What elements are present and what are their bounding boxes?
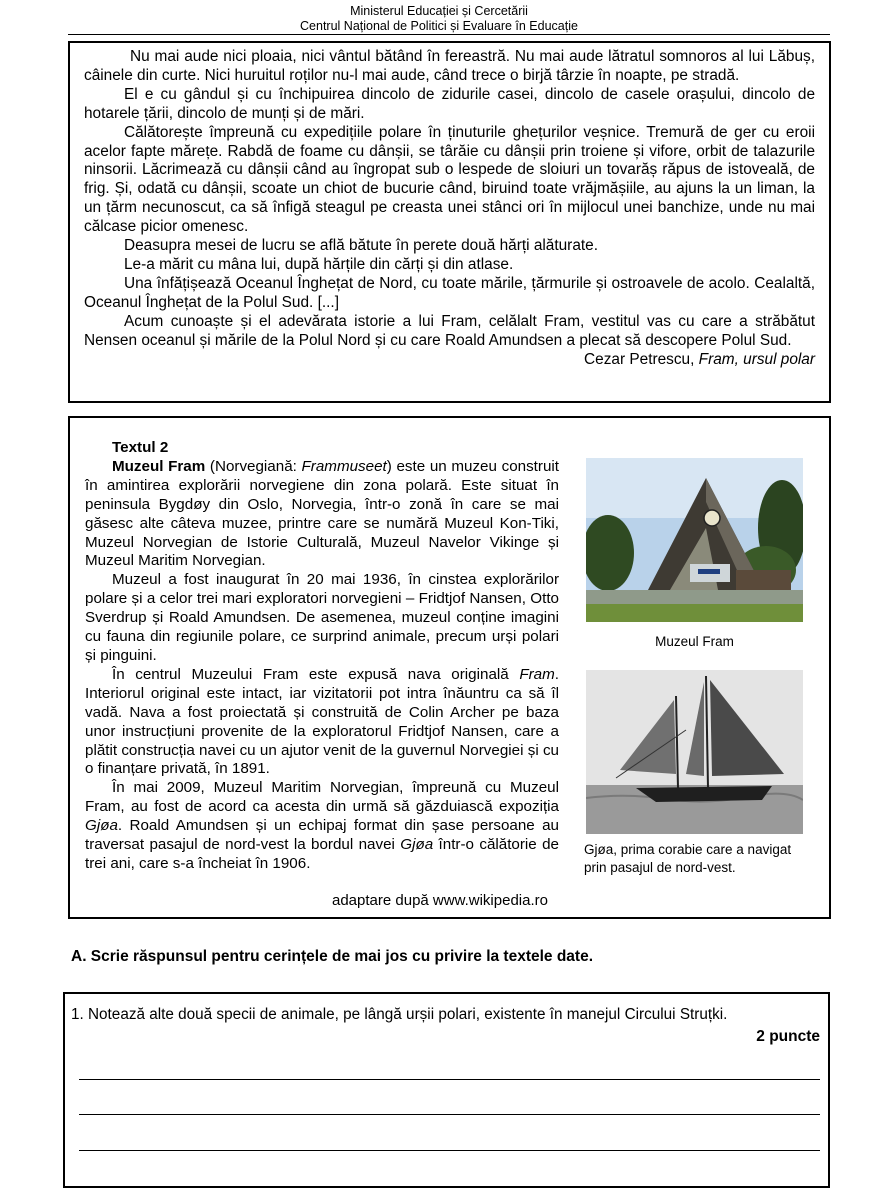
answer-line[interactable] bbox=[79, 1114, 820, 1115]
text1-paragraph: Una înfățișează Oceanul Înghețat de Nord, cu toate mările, țărmurile și ostroavele de acolo. Cealaltă, Oceanul Înghețat de la Polul Sud. [...] bbox=[84, 274, 815, 311]
text1-paragraph: Nu mai aude nici ploaia, nici vântul bătând în fereastră. Nu mai aude lătratul somnoros al lui Lăbuș, câinele din curte. Nici huruitul roților nu-l mai aude, când trece o birjă târzie în noapte, pe stradă. bbox=[84, 48, 815, 84]
text1-author: Cezar Petrescu, bbox=[584, 350, 695, 368]
text1-paragraph: El e cu gândul și cu închipuirea dincolo de zidurile casei, dincolo de casele orașului, dincolo de hotarele țării, dincolo de munți și de mări. bbox=[84, 85, 815, 122]
text1-paragraph: Deasupra mesei de lucru se află bătute în perete două hărți alăturate. bbox=[124, 237, 598, 255]
ministry-name: Ministerul Educației și Cercetării bbox=[350, 4, 528, 18]
text1-paragraph: Acum cunoaște și el adevărata istorie a lui Fram, celălalt Fram, vestitul vas cu care a străbătut Nensen oceanul și mările de la Polul Nord și cu care Roald Amundsen a plecat să descopere Polul Sud. bbox=[84, 312, 815, 349]
text1-work: Fram, ursul polar bbox=[698, 350, 815, 368]
fram-museum-caption: Muzeul Fram bbox=[655, 634, 734, 649]
text1-box bbox=[68, 41, 831, 403]
question-1-box bbox=[63, 992, 830, 1188]
text1-attribution bbox=[84, 351, 815, 370]
text2-title: Textul 2 bbox=[112, 439, 169, 456]
text2-source: adaptare după www.wikipedia.ro bbox=[332, 892, 548, 909]
question-1-text: 1. Notează alte două specii de animale, pe lângă urșii polari, existente în manejul Circului Struțki. bbox=[71, 1006, 728, 1023]
section-a-heading: A. Scrie răspunsul pentru cerințele de mai jos cu privire la textele date. bbox=[71, 948, 594, 965]
gjoa-ship-photo bbox=[586, 670, 803, 834]
text1-paragraph: Călătorește împreună cu expedițiile polare în ținuturile ghețurilor veșnice. Tremură de ger cu eroii acelor fapte mărețe. Rabdă de foame cu dânșii, se târăie cu dânșii prin troiene și vifore, orbit de talazurile ninsorii. Lăcrimează cu dânșii când au îngropat sub o lespede de sloiuri un tovarăș răpus de istoveală, de frig. Și, odată cu dânșii, scoate un chiot de bucurie când, biruind toate vrăjmășiile, au ajuns la un liman, la un țărm necunoscut, ca să înfigă steagul pe creasta unei stânci ori în mijlocul unei banchize, unde nu mai călcase picior omenesc. bbox=[84, 123, 815, 236]
text2-box bbox=[68, 416, 831, 919]
header-divider bbox=[68, 34, 830, 35]
text2-paragraph: Muzeul a fost inaugurat în 20 mai 1936, în cinstea explorărilor polare și a celor trei mari exploratori norvegieni – Fridtjof Nansen, Otto Sverdrup și Roald Amundsen. De asemenea, muzeul conține imagini cu fauna din regiunile polare, ce surprind animale, precum urși polari și pinguini. bbox=[85, 571, 559, 664]
gjoa-ship-caption: Gjøa, prima corabie care a navigat prin pasajul de nord-vest. bbox=[584, 842, 792, 875]
center-name: Centrul Național de Politici și Evaluare în Educație bbox=[300, 19, 578, 33]
text2-paragraph: În centrul Muzeului Fram este expusă nava originală Fram. Interiorul original este intact, iar vizitatorii pot intra înăuntru ca să îl vadă. Nava a fost proiectată și construită de Colin Archer pe baza unor instrucțiuni provenite de la exploratorul Fridtjof Nansen, care a plătit construcția navei cu un ajutor venit de la guvernul Norvegiei și cu o finanțare privată, în 1891. bbox=[85, 665, 559, 778]
fram-museum-photo bbox=[586, 458, 803, 622]
answer-line[interactable] bbox=[79, 1150, 820, 1151]
answer-line[interactable] bbox=[79, 1079, 820, 1080]
text2-paragraph: În mai 2009, Muzeul Maritim Norvegian, împreună cu Muzeul Fram, au fost de acord ca acesta din urmă să găzduiască expoziția Gjøa. Roald Amundsen și un echipaj format din șase persoane au traversat pasajul de nord-vest la bordul navei Gjøa într-o călătorie de trei ani, care s-a încheiat în 1906. bbox=[85, 779, 560, 872]
text1-paragraph: Le-a mărit cu mâna lui, după hărțile din cărți și din atlase. bbox=[124, 255, 514, 273]
question-1-points: 2 puncte bbox=[756, 1028, 820, 1045]
text2-keyword: Muzeul Fram bbox=[112, 457, 206, 475]
text2-paragraph: Muzeul Fram (Norvegiană: Frammuseet) este un muzeu construit în amintirea explorării norvegiene din zona polară. Este situat în peninsula Bygdøy din Oslo, Norvegia, într-o zonă în care se mai găsesc alte câteva muzee, printre care se numără Muzeul Kon-Tiki, Muzeul Norvegian de Istorie Culturală, Muzeul Navelor Vikinge și Muzeul Maritim Norvegian. bbox=[85, 457, 559, 570]
